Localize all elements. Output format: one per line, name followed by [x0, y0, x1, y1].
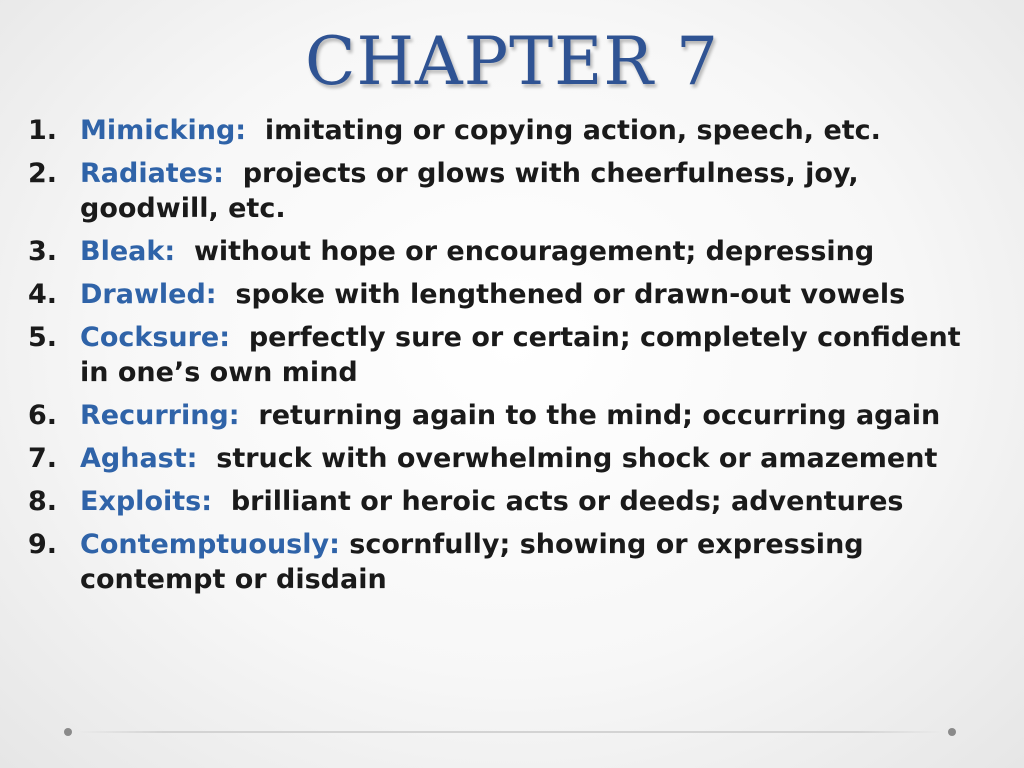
- item-body: [80, 484, 988, 519]
- item-number: 9.: [28, 529, 58, 560]
- list-item: [28, 484, 988, 519]
- footer-divider: [76, 731, 944, 733]
- item-body: [80, 320, 988, 390]
- item-number: 4.: [28, 279, 58, 310]
- item-number: 7.: [28, 443, 58, 474]
- list-item: [28, 234, 988, 269]
- list-item: [28, 320, 988, 390]
- vocab-term: Aghast:: [80, 443, 198, 474]
- vocab-definition: perfectly sure or certain; completely confident in one’s own mind: [80, 322, 961, 388]
- list-item: [28, 527, 988, 597]
- item-body: [80, 156, 988, 226]
- left-dot-ornament: [64, 728, 72, 736]
- vocabulary-list: [28, 113, 988, 605]
- item-number: 2.: [28, 158, 58, 189]
- vocab-term: Cocksure:: [80, 322, 231, 353]
- item-number: 6.: [28, 400, 58, 431]
- vocab-definition: projects or glows with cheerfulness, joy, goodwill, etc.: [80, 158, 859, 224]
- vocab-term: Exploits:: [80, 486, 213, 517]
- vocab-definition: without hope or encouragement; depressing: [193, 236, 875, 267]
- list-item: [28, 441, 988, 476]
- vocab-definition: imitating or copying action, speech, etc.: [264, 115, 881, 146]
- vocab-term: Radiates:: [80, 158, 224, 189]
- list-item: [28, 277, 988, 312]
- item-number: 8.: [28, 486, 58, 517]
- vocab-term: Drawled:: [80, 279, 217, 310]
- vocab-definition: struck with overwhelming shock or amazement: [216, 443, 938, 474]
- item-body: [80, 277, 988, 312]
- vocab-term: Recurring:: [80, 400, 240, 431]
- item-number: 1.: [28, 115, 58, 146]
- vocab-definition: scornfully; showing or expressing contempt or disdain: [80, 529, 864, 595]
- vocab-term: Contemptuously:: [80, 529, 340, 560]
- vocab-definition: spoke with lengthened or drawn-out vowels: [235, 279, 906, 310]
- list-item: [28, 156, 988, 226]
- list-item: [28, 398, 988, 433]
- item-body: [80, 527, 988, 597]
- item-number: 5.: [28, 322, 58, 353]
- vocab-definition: brilliant or heroic acts or deeds; adventures: [230, 486, 904, 517]
- list-item: [28, 113, 988, 148]
- right-dot-ornament: [948, 728, 956, 736]
- item-body: [80, 234, 988, 269]
- slide-title: CHAPTER 7: [305, 23, 719, 100]
- item-number: 3.: [28, 236, 58, 267]
- item-body: [80, 441, 988, 476]
- vocab-term: Bleak:: [80, 236, 176, 267]
- item-body: [80, 113, 988, 148]
- item-body: [80, 398, 988, 433]
- vocab-definition: returning again to the mind; occurring again: [258, 400, 941, 431]
- vocab-term: Mimicking:: [80, 115, 247, 146]
